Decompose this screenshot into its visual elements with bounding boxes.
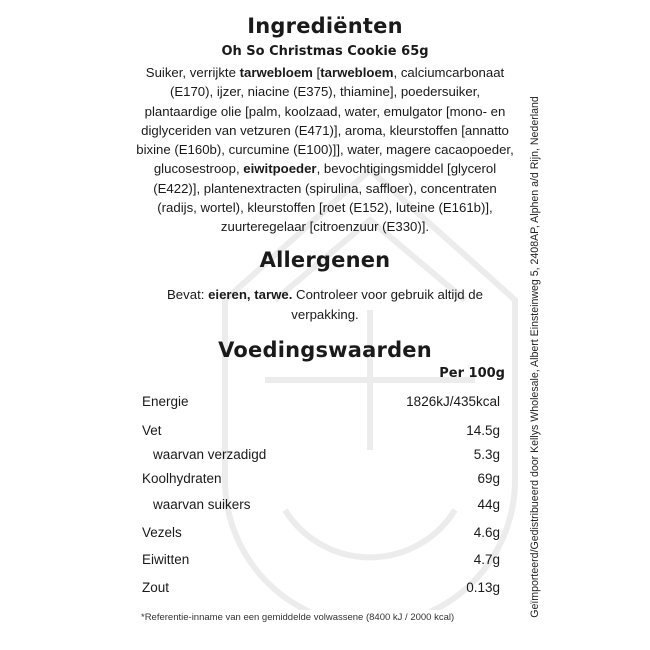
- nutrient-label: Energie: [142, 394, 189, 409]
- allergens-text: [135, 285, 515, 325]
- ingredient-text: Suiker, verrijkte: [145, 65, 240, 80]
- nutrient-value: 69g: [477, 471, 500, 486]
- ingredient-allergen: tarwebloem: [239, 65, 313, 80]
- nutrient-value: 0.13g: [466, 580, 500, 595]
- nutrient-value: 4.6g: [473, 525, 500, 540]
- per-100g-header: Per 100g: [439, 366, 505, 381]
- ingredient-allergen: eiwitpoeder: [243, 161, 317, 177]
- ingredients-title: Ingrediënten: [247, 14, 403, 38]
- nutrient-label: waarvan suikers: [153, 497, 251, 512]
- allergens-title: Allergenen: [259, 248, 391, 272]
- ingredient-text: [: [312, 65, 321, 80]
- nutrient-value: 4.7g: [473, 552, 500, 567]
- nutrient-label: Eiwitten: [142, 552, 190, 567]
- ingredient-text: , bevochtigingsmiddel [glycerol (E422)], plantenextracten (spirulina, saffloer), concentraten (radijs, wortel), kleurstoffen [roet (E152), luteine (E161b)], zuurteregelaar [citroenzuur (E330)].: [153, 161, 497, 235]
- ingredient-text: , calciumcarbonaat (E170), ijzer, niacine (E375), thiamine], poedersuiker, plantaardige olie [palm, koolzaad, water, emulgator [mono- en diglyceriden van vetzuren (E471)], aroma, kleurstoffen [annatto bixine (E160b), curcumine (E100)]], water, magere cacaopoeder, glucosestroop,: [136, 65, 514, 177]
- nutrient-label: Vet: [142, 423, 162, 438]
- distributor-address: Geïmporteerd/Gedistribueerd door Kellys Wholesale, Albert Einsteinweg 5, 2408AP, Alphen a/d Rijn, Nederland: [529, 96, 541, 618]
- nutrient-value: 14.5g: [466, 423, 500, 438]
- nutrition-title: Voedingswaarden: [218, 338, 432, 362]
- nutrient-label: Vezels: [142, 525, 182, 540]
- nutrient-value: 44g: [477, 497, 500, 512]
- allergens-prefix: Bevat:: [167, 287, 209, 302]
- nutrient-value: 5.3g: [473, 447, 500, 462]
- nutrient-label: Zout: [142, 580, 170, 595]
- ingredient-allergen: tarwebloem: [320, 65, 394, 80]
- nutrient-value: 1826kJ/435kcal: [406, 394, 500, 409]
- allergens-list: eieren, tarwe.: [208, 287, 293, 302]
- ingredients-list: [135, 63, 515, 237]
- nutrient-label: waarvan verzadigd: [153, 447, 267, 462]
- allergens-suffix: Controleer voor gebruik altijd de verpakking.: [291, 287, 483, 322]
- nutrient-label: Koolhydraten: [142, 471, 222, 486]
- distributor-text: [520, 82, 550, 632]
- footnote: *Referentie-inname van een gemiddelde volwassene (8400 kJ / 2000 kcal): [141, 612, 455, 623]
- product-name: Oh So Christmas Cookie 65g: [221, 44, 429, 59]
